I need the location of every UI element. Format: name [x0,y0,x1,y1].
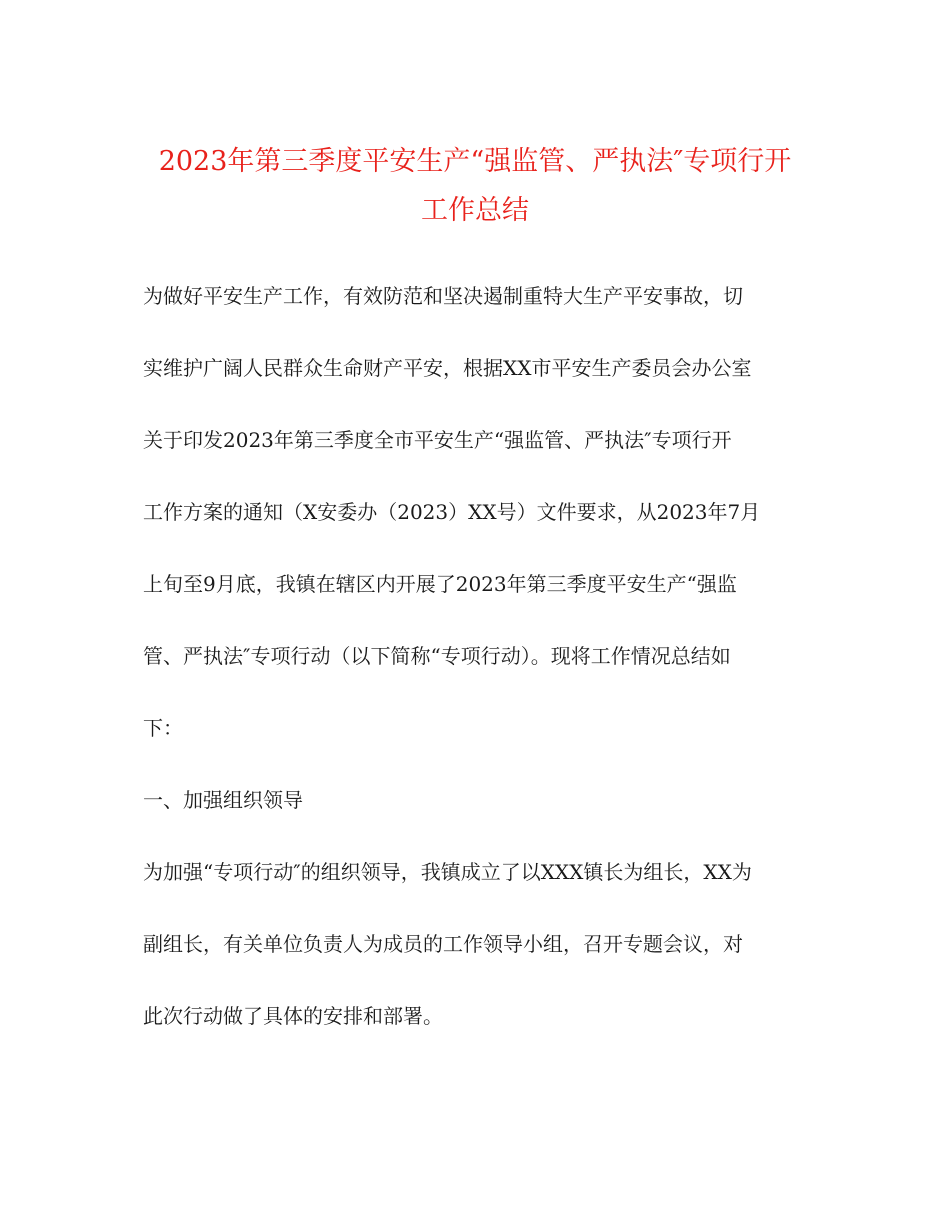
intro-paragraph-line: 工作方案的通知（X安委办（2023）XX号）文件要求，从2023年7月 [143,500,761,524]
intro-paragraph-line: 关于印发2023年第三季度全市平安生产“强监管、严执法″专项行开 [143,428,732,452]
section-heading-1: 一、加强组织领导 [143,788,303,812]
intro-paragraph-line: 上旬至9月底，我镇在辖区内开展了2023年第三季度平安生产“强监 [143,572,737,596]
section1-paragraph-line: 为加强“专项行动″的组织领导，我镇成立了以XXX镇长为组长，XX为 [143,860,752,884]
section1-paragraph-line: 副组长，有关单位负责人为成员的工作领导小组，召开专题会议，对 [143,932,743,956]
intro-paragraph-line: 为做好平安生产工作，有效防范和坚决遏制重特大生产平安事故，切 [143,284,743,308]
document-title-line-1: 2023年第三季度平安生产“强监管、严执法″专项行开 [158,146,792,177]
intro-paragraph-line: 实维护广阔人民群众生命财产平安，根据XX市平安生产委员会办公室 [143,356,752,380]
intro-paragraph-line: 管、严执法″专项行动（以下简称“专项行动）。现将工作情况总结如 [143,644,731,668]
section1-paragraph-line: 此次行动做了具体的安排和部署。 [143,1004,443,1028]
intro-paragraph-line: 下： [143,716,183,740]
document-title-line-2: 工作总结 [421,195,529,226]
